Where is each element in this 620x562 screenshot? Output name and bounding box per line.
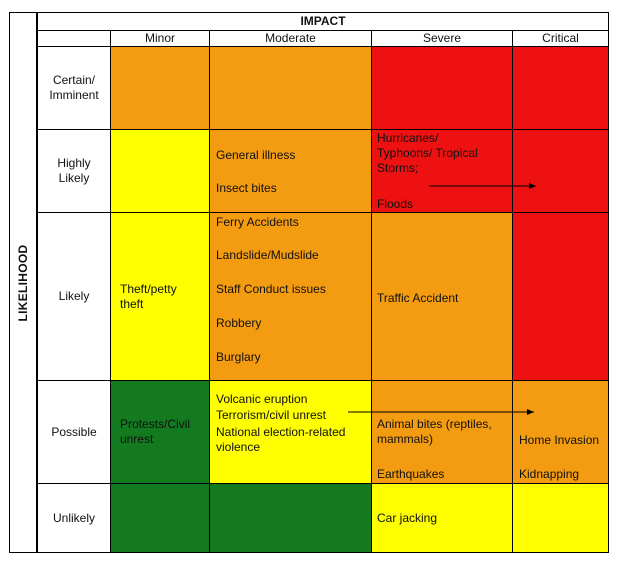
risk-animal-bites: Animal bites (reptiles, mammals): [377, 417, 492, 446]
cell-likely-critical: [512, 212, 609, 381]
risk-election-violence: National election-related violence: [216, 425, 346, 454]
cell-unlikely-minor: [110, 483, 210, 553]
row-label-unlikely: Unlikely: [37, 483, 111, 553]
risk-car-jacking: Car jacking: [377, 511, 438, 525]
risk-general-illness: General illness: [216, 148, 296, 162]
cell-certain-severe: [371, 46, 513, 130]
column-header-minor: Minor: [110, 30, 210, 47]
column-header-critical: Critical: [512, 30, 609, 47]
row-label-highly-likely: Highly Likely: [37, 129, 111, 213]
cell-certain-minor: [110, 46, 210, 130]
likelihood-title: LIKELIHOOD: [16, 244, 30, 321]
cell-likely-moderate: [209, 212, 372, 381]
cell-highly-severe: [371, 129, 513, 213]
risk-protests: Protests/Civil unrest: [120, 417, 191, 446]
cell-highly-minor: [110, 129, 210, 213]
cell-possible-minor: [110, 380, 210, 484]
likelihood-axis-label: [9, 12, 37, 553]
risk-theft: Theft/petty theft: [120, 282, 177, 311]
cell-possible-critical: [512, 380, 609, 484]
cell-likely-minor: [110, 212, 210, 381]
risk-earthquakes: Earthquakes: [377, 467, 445, 481]
row-label-certain: Certain/ Imminent: [37, 46, 111, 130]
risk-floods: Floods: [377, 197, 414, 211]
column-header-blank: [37, 30, 111, 47]
risk-terrorism: Terrorism/civil unrest: [216, 408, 327, 422]
cell-certain-critical: [512, 46, 609, 130]
cell-unlikely-moderate: [209, 483, 372, 553]
risk-robbery: Robbery: [216, 316, 262, 330]
risk-home-invasion: Home Invasion: [519, 433, 600, 447]
cell-possible-moderate: [209, 380, 372, 484]
row-label-likely: Likely: [37, 212, 111, 381]
column-header-moderate: Moderate: [209, 30, 372, 47]
risk-landslide: Landslide/Mudslide: [216, 248, 319, 262]
risk-traffic-accident: Traffic Accident: [377, 291, 459, 305]
risk-burglary: Burglary: [216, 350, 261, 364]
cell-unlikely-critical: [512, 483, 609, 553]
cell-certain-moderate: [209, 46, 372, 130]
cell-highly-moderate: [209, 129, 372, 213]
column-header-severe: Severe: [371, 30, 513, 47]
risk-staff-conduct: Staff Conduct issues: [216, 282, 326, 296]
risk-hurricanes: Hurricanes/ Typhoons/ Tropical Storms;: [377, 131, 478, 175]
risk-ferry-accidents: Ferry Accidents: [216, 215, 299, 229]
cell-possible-severe: [371, 380, 513, 484]
risk-volcanic-eruption: Volcanic eruption: [216, 392, 308, 406]
cell-unlikely-severe: [371, 483, 513, 553]
row-label-possible: Possible: [37, 380, 111, 484]
risk-kidnapping: Kidnapping: [519, 467, 580, 481]
cell-likely-severe: [371, 212, 513, 381]
impact-title: IMPACT: [37, 12, 609, 31]
risk-insect-bites: Insect bites: [216, 181, 277, 195]
cell-highly-critical: [512, 129, 609, 213]
